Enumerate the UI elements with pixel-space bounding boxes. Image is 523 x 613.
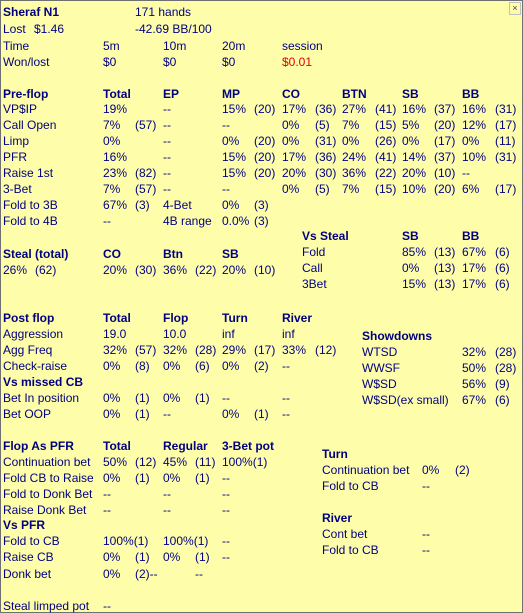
stat-value: 0% — [103, 359, 121, 373]
stat-value: 0% — [222, 134, 240, 148]
stat-value: 5% — [402, 118, 420, 132]
stat-count: (5) — [315, 182, 330, 196]
stat-value: 0% — [282, 134, 300, 148]
river-fold-cb-value: -- — [422, 543, 430, 557]
steal-limped-pot-value: -- — [103, 599, 111, 613]
showdown-value: 32% — [462, 345, 487, 359]
flop-pfr-col-total: Total — [103, 439, 131, 453]
vs-steal-title: Vs Steal — [302, 229, 349, 243]
wonlost-5m: $0 — [103, 55, 117, 69]
stat-label: Fold to CB — [3, 534, 60, 548]
stat-value: 16% — [103, 150, 128, 164]
postflop-col-river: River — [282, 311, 313, 325]
stat-count: (41) — [375, 102, 397, 116]
stat-value: 19% — [103, 102, 128, 116]
close-icon[interactable]: × — [509, 2, 521, 15]
stat-value: -- — [163, 150, 171, 164]
lost-amount: $1.46 — [34, 22, 65, 36]
vs-steal-bb-value: 17% — [462, 261, 487, 275]
stat-value: -- — [163, 182, 171, 196]
stat-count: (15) — [375, 118, 397, 132]
stat-count: (57) — [135, 343, 157, 357]
stat-label: Fold to Donk Bet — [3, 487, 93, 501]
stat-label: Continuation bet — [3, 455, 91, 469]
four-bet-count: (3) — [254, 198, 269, 212]
stat-value: -- — [163, 118, 171, 132]
stat-value: 23% — [103, 166, 128, 180]
stat-count: (1) — [254, 407, 269, 421]
stat-value: -- — [222, 503, 230, 517]
stat-value: 24% — [342, 150, 367, 164]
stat-label: 3-Bet — [3, 182, 32, 196]
stat-value: 12% — [462, 118, 487, 132]
vs-steal-sb-count: (13) — [434, 245, 456, 259]
river-cbet-value: -- — [422, 527, 430, 541]
turn-cbet-label: Continuation bet — [322, 463, 410, 477]
stat-value: 33% — [282, 343, 307, 357]
stat-value: -- — [195, 567, 203, 581]
fold-to-4b-label: Fold to 4B — [3, 214, 58, 228]
vs-missed-cb-title: Vs missed CB — [3, 375, 84, 389]
player-name: Sheraf N1 — [3, 5, 60, 19]
fold-to-4b-value: -- — [103, 214, 111, 228]
stat-label: Check-raise — [3, 359, 68, 373]
stat-count: (1) — [135, 407, 150, 421]
postflop-col-flop: Flop — [163, 311, 189, 325]
showdowns-title: Showdowns — [362, 329, 432, 343]
stat-value: 10.0 — [163, 327, 187, 341]
wonlost-session: $0.01 — [282, 55, 313, 69]
stat-count: (22) — [375, 166, 397, 180]
stat-value: 0% — [462, 134, 480, 148]
showdown-label: W$SD — [362, 377, 397, 391]
stat-label: Bet In position — [3, 391, 80, 405]
stat-label: Raise CB — [3, 550, 54, 564]
stat-value: 0% — [342, 134, 360, 148]
stat-count: (57) — [135, 118, 157, 132]
stat-value: 7% — [103, 118, 121, 132]
stat-value: -- — [222, 487, 230, 501]
steal-col-btn: Btn — [163, 247, 183, 261]
stat-count: (1) — [135, 471, 150, 485]
vs-pfr-title: Vs PFR — [3, 518, 46, 532]
stat-value: -- — [462, 166, 470, 180]
stat-count: (57) — [135, 182, 157, 196]
stat-value: -- — [163, 166, 171, 180]
four-bet-range-label: 4B range — [163, 214, 212, 228]
steal-total-value: 26% — [3, 263, 28, 277]
stat-value: 29% — [222, 343, 247, 357]
col-20m: 20m — [222, 39, 246, 53]
stat-count: (17) — [434, 134, 456, 148]
vs-steal-col-sb: SB — [402, 229, 419, 243]
vs-steal-sb-count: (13) — [434, 277, 456, 291]
stat-count: (26) — [375, 134, 397, 148]
showdown-count: (28) — [495, 361, 517, 375]
postflop-col-turn: Turn — [222, 311, 248, 325]
river-title: River — [322, 511, 353, 525]
stat-value: 15% — [222, 102, 247, 116]
stat-value: 19.0 — [103, 327, 127, 341]
stat-count: (17) — [495, 182, 517, 196]
steal-col-co: CO — [103, 247, 121, 261]
stat-value: 15% — [222, 166, 247, 180]
stat-label: Limp — [3, 134, 30, 148]
four-bet-range-count: (3) — [254, 214, 269, 228]
stat-label: Donk bet — [3, 567, 52, 581]
stat-value: 100%(1) — [222, 455, 268, 469]
stat-count: (31) — [495, 150, 517, 164]
preflop-col-sb: SB — [402, 87, 419, 101]
showdown-label: WTSD — [362, 345, 398, 359]
stat-count: (36) — [315, 102, 337, 116]
preflop-col-ep: EP — [163, 87, 180, 101]
stat-count: (2)-- — [135, 567, 158, 581]
steal-sb-count: (10) — [254, 263, 276, 277]
postflop-col-total: Total — [103, 311, 131, 325]
stat-count: (6) — [195, 359, 210, 373]
stat-value: 0% — [402, 134, 420, 148]
stat-value: 50% — [103, 455, 128, 469]
stat-value: -- — [103, 487, 111, 501]
stat-value: -- — [163, 102, 171, 116]
stat-label: Bet OOP — [3, 407, 52, 421]
stat-count: (2) — [254, 359, 269, 373]
preflop-col-co: CO — [282, 87, 300, 101]
stat-value: 17% — [282, 102, 307, 116]
stat-value: inf — [222, 327, 235, 341]
stat-count: (30) — [315, 166, 337, 180]
stat-count: (37) — [434, 150, 456, 164]
vs-steal-label: 3Bet — [302, 277, 327, 291]
preflop-title: Pre-flop — [3, 87, 49, 101]
steal-sb-value: 20% — [222, 263, 247, 277]
showdown-count: (28) — [495, 345, 517, 359]
stat-value: 7% — [342, 118, 360, 132]
stat-count: (20) — [254, 166, 276, 180]
showdown-label: W$SD(ex small) — [362, 393, 449, 407]
time-label: Time — [3, 39, 30, 53]
stat-count: (12) — [315, 343, 337, 357]
preflop-col-bb: BB — [462, 87, 480, 101]
stat-count: (5) — [315, 118, 330, 132]
vs-steal-sb-count: (13) — [434, 261, 456, 275]
stat-label: PFR — [3, 150, 27, 164]
stat-count: (11) — [495, 134, 516, 148]
vs-steal-label: Fold — [302, 245, 326, 259]
showdown-value: 56% — [462, 377, 487, 391]
vs-steal-sb-value: 85% — [402, 245, 427, 259]
vs-steal-bb-count: (6) — [495, 277, 510, 291]
stat-value: 14% — [402, 150, 427, 164]
flop-pfr-col-regular: Regular — [163, 439, 208, 453]
stat-count: (41) — [375, 150, 397, 164]
vs-steal-bb-value: 67% — [462, 245, 487, 259]
stat-value: 0% — [282, 118, 300, 132]
stat-label: Raise Donk Bet — [3, 503, 87, 517]
col-session: session — [282, 39, 323, 53]
four-bet-range-value: 0.0% — [222, 214, 250, 228]
stat-value: -- — [222, 471, 230, 485]
stat-value: -- — [222, 534, 230, 548]
stat-value: 0% — [163, 550, 181, 564]
stat-value: 20% — [402, 166, 427, 180]
stat-count: (15) — [375, 182, 397, 196]
four-bet-label: 4-Bet — [163, 198, 192, 212]
stat-value: 0% — [163, 359, 181, 373]
stat-value: 36% — [342, 166, 367, 180]
fold-to-3b-label: Fold to 3B — [3, 198, 58, 212]
fold-to-3b-count: (3) — [135, 198, 150, 212]
showdown-count: (9) — [495, 377, 510, 391]
steal-total-count: (62) — [35, 263, 57, 277]
preflop-col-total: Total — [103, 87, 131, 101]
showdown-value: 67% — [462, 393, 487, 407]
vs-steal-label: Call — [302, 261, 323, 275]
stat-count: (31) — [495, 102, 517, 116]
stat-value: 32% — [163, 343, 188, 357]
stat-value: 100%(1) — [163, 534, 209, 548]
stat-count: (17) — [495, 118, 517, 132]
stat-value: 32% — [103, 343, 128, 357]
stat-value: 10% — [402, 182, 427, 196]
steal-limped-pot-label: Steal limped pot — [3, 599, 90, 613]
stat-value: 7% — [103, 182, 121, 196]
stat-count: (20) — [254, 102, 276, 116]
wonlost-label: Won/lost — [3, 55, 50, 69]
col-10m: 10m — [163, 39, 187, 53]
stat-value: -- — [282, 359, 290, 373]
stat-value: 17% — [282, 150, 307, 164]
showdown-count: (6) — [495, 393, 510, 407]
wonlost-10m: $0 — [163, 55, 177, 69]
stat-value: 20% — [282, 166, 307, 180]
stat-value: -- — [222, 182, 230, 196]
stat-value: 0% — [103, 550, 121, 564]
stat-value: 100%(1) — [103, 534, 149, 548]
stat-value: 0% — [103, 407, 121, 421]
stat-count: (17) — [254, 343, 276, 357]
stat-value: -- — [163, 487, 171, 501]
stat-value: 0% — [163, 391, 181, 405]
showdown-value: 50% — [462, 361, 487, 375]
stat-count: (1) — [135, 391, 150, 405]
stat-value: -- — [282, 391, 290, 405]
stat-value: 15% — [222, 150, 247, 164]
showdown-label: WWSF — [362, 361, 400, 375]
turn-cbet-count: (2) — [455, 463, 470, 477]
stat-value: 0% — [103, 134, 121, 148]
hands-count: 171 hands — [135, 5, 192, 19]
steal-col-sb: SB — [222, 247, 239, 261]
stat-value: 0% — [103, 471, 121, 485]
stat-value: 16% — [402, 102, 427, 116]
steal-btn-count: (22) — [195, 263, 217, 277]
vs-steal-bb-count: (6) — [495, 261, 510, 275]
stat-count: (8) — [135, 359, 150, 373]
stat-count: (1) — [195, 391, 210, 405]
stat-count: (20) — [254, 134, 276, 148]
col-5m: 5m — [103, 39, 120, 53]
stat-count: (28) — [195, 343, 217, 357]
stat-count: (82) — [135, 166, 157, 180]
stat-value: 0% — [282, 182, 300, 196]
vs-steal-bb-count: (6) — [495, 245, 510, 259]
flop-as-pfr-title: Flop As PFR — [3, 439, 74, 453]
stat-value: -- — [163, 503, 171, 517]
stat-value: 16% — [462, 102, 487, 116]
stat-count: (1) — [195, 550, 210, 564]
stat-count: (37) — [434, 102, 456, 116]
lost-label: Lost — [3, 22, 26, 36]
stat-count: (20) — [434, 118, 456, 132]
vs-steal-sb-value: 15% — [402, 277, 427, 291]
stat-value: -- — [222, 391, 230, 405]
stat-value: 0% — [222, 407, 240, 421]
stat-count: (36) — [315, 150, 337, 164]
stat-label: VP$IP — [3, 102, 38, 116]
stat-label: Aggression — [3, 327, 64, 341]
river-fold-cb-label: Fold to CB — [322, 543, 379, 557]
stat-value: 0% — [103, 391, 121, 405]
vs-steal-bb-value: 17% — [462, 277, 487, 291]
river-cbet-label: Cont bet — [322, 527, 368, 541]
stat-value: -- — [282, 407, 290, 421]
stat-count: (10) — [434, 166, 456, 180]
turn-fold-cb-label: Fold to CB — [322, 479, 379, 493]
steal-btn-value: 36% — [163, 263, 188, 277]
preflop-col-btn: BTN — [342, 87, 367, 101]
stat-count: (20) — [254, 150, 276, 164]
postflop-title: Post flop — [3, 311, 55, 325]
stat-value: -- — [222, 550, 230, 564]
stat-value: 27% — [342, 102, 367, 116]
steal-co-count: (30) — [135, 263, 157, 277]
four-bet-value: 0% — [222, 198, 240, 212]
stat-count: (31) — [315, 134, 337, 148]
turn-fold-cb-value: -- — [422, 479, 430, 493]
bb-per-100: -42.69 BB/100 — [135, 22, 212, 36]
flop-pfr-col-3bet: 3-Bet pot — [222, 439, 274, 453]
stat-value: 7% — [342, 182, 360, 196]
stat-value: -- — [103, 503, 111, 517]
stat-value: 0% — [163, 471, 181, 485]
stat-value: 0% — [222, 359, 240, 373]
stat-value: 6% — [462, 182, 480, 196]
stat-value: -- — [163, 134, 171, 148]
wonlost-20m: $0 — [222, 55, 236, 69]
stat-value: 45% — [163, 455, 188, 469]
stat-value: -- — [163, 407, 171, 421]
stat-count: (1) — [135, 550, 150, 564]
stat-value: inf — [282, 327, 295, 341]
stat-count: (1) — [195, 471, 210, 485]
stat-count: (11) — [195, 455, 216, 469]
stat-label: Agg Freq — [3, 343, 53, 357]
stat-count: (20) — [434, 182, 456, 196]
stat-count: (12) — [135, 455, 157, 469]
stat-label: Call Open — [3, 118, 57, 132]
stat-value: 10% — [462, 150, 487, 164]
stat-label: Fold CB to Raise — [3, 471, 94, 485]
steal-title: Steal (total) — [3, 247, 69, 261]
stat-label: Raise 1st — [3, 166, 54, 180]
vs-steal-sb-value: 0% — [402, 261, 420, 275]
vs-steal-col-bb: BB — [462, 229, 480, 243]
turn-title: Turn — [322, 447, 348, 461]
steal-co-value: 20% — [103, 263, 128, 277]
fold-to-3b-value: 67% — [103, 198, 128, 212]
stat-value: 0% — [103, 567, 121, 581]
turn-cbet-value: 0% — [422, 463, 440, 477]
stat-value: -- — [222, 118, 230, 132]
preflop-col-mp: MP — [222, 87, 240, 101]
